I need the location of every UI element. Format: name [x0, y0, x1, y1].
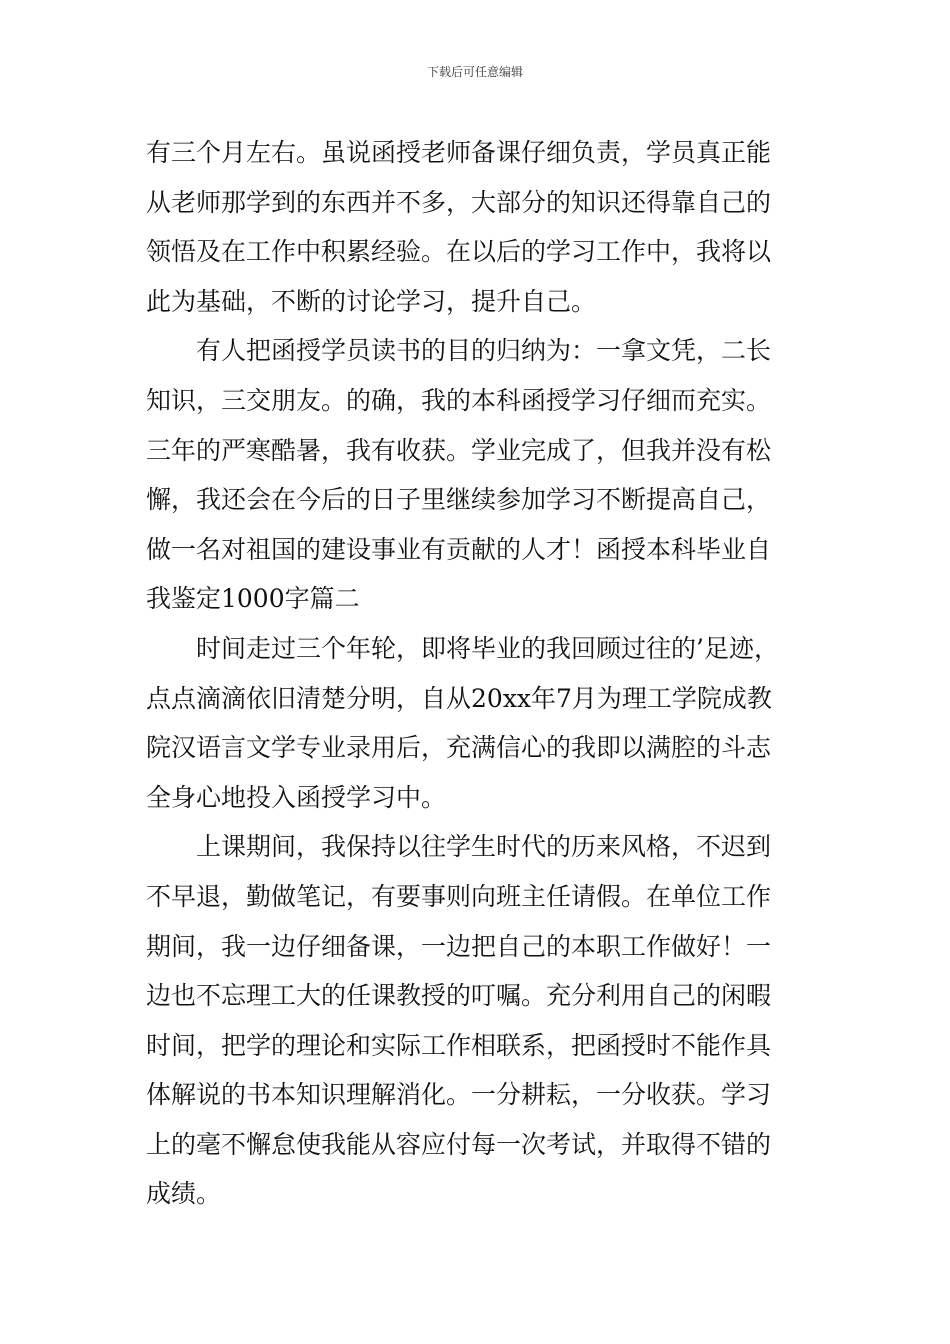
text-line: 领悟及在工作中积累经验。在以后的学习工作中，我将以 [146, 237, 772, 267]
text-line: 成绩。 [146, 1179, 222, 1209]
text-line: 做一名对祖国的建设事业有贡献的人才！函授本科毕业自 [146, 534, 772, 564]
paragraph-first-line: 有人把函授学员读书的目的归纳为：一拿文凭，二长 [196, 336, 772, 366]
paragraph-first-line: 时间走过三个年轮，即将毕业的我回顾过往的’足迹， [196, 633, 779, 663]
text-line: 边也不忘理工大的任课教授的叮嘱。充分利用自己的闲暇 [146, 981, 772, 1011]
text-line: 三年的严寒酷暑，我有收获。学业完成了，但我并没有松 [146, 435, 772, 465]
text-line: 知识，三交朋友。的确，我的本科函授学习仔细而充实。 [146, 385, 772, 415]
text-line: 全身心地投入函授学习中。 [146, 782, 447, 812]
text-line: 懈，我还会在今后的日子里继续参加学习不断提高自己， [146, 485, 772, 515]
text-line: 点点滴滴依旧清楚分明，自从20xx年7月为理工学院成教 [146, 683, 772, 713]
text-line: 有三个月左右。虽说函授老师备课仔细负责，学员真正能 [146, 138, 772, 167]
document-body [146, 128, 816, 1219]
text-line: 我鉴定1000字篇二 [146, 584, 360, 614]
text-line: 上的毫不懈怠使我能从容应付每一次考试，并取得不错的 [146, 1129, 772, 1159]
text-line: 此为基础，不断的讨论学习，提升自己。 [146, 286, 597, 316]
text-line: 体解说的书本知识理解消化。一分耕耘，一分收获。学习 [146, 1080, 772, 1110]
text-line: 不早退，勤做笔记，有要事则向班主任请假。在单位工作 [146, 881, 772, 911]
text-line: 期间，我一边仔细备课，一边把自己的本职工作做好！一 [146, 931, 772, 961]
page-header: 下载后可任意编辑 [426, 65, 523, 79]
text-line: 从老师那学到的东西并不多，大部分的知识还得靠自己的 [146, 187, 772, 217]
text-line: 院汉语言文学专业录用后，充满信心的我即以满腔的斗志 [146, 733, 772, 763]
text-line: 时间，把学的理论和实际工作相联系，把函授时不能作具 [146, 1030, 772, 1060]
paragraph-first-line: 上课期间，我保持以往学生时代的历来风格，不迟到 [196, 832, 772, 862]
